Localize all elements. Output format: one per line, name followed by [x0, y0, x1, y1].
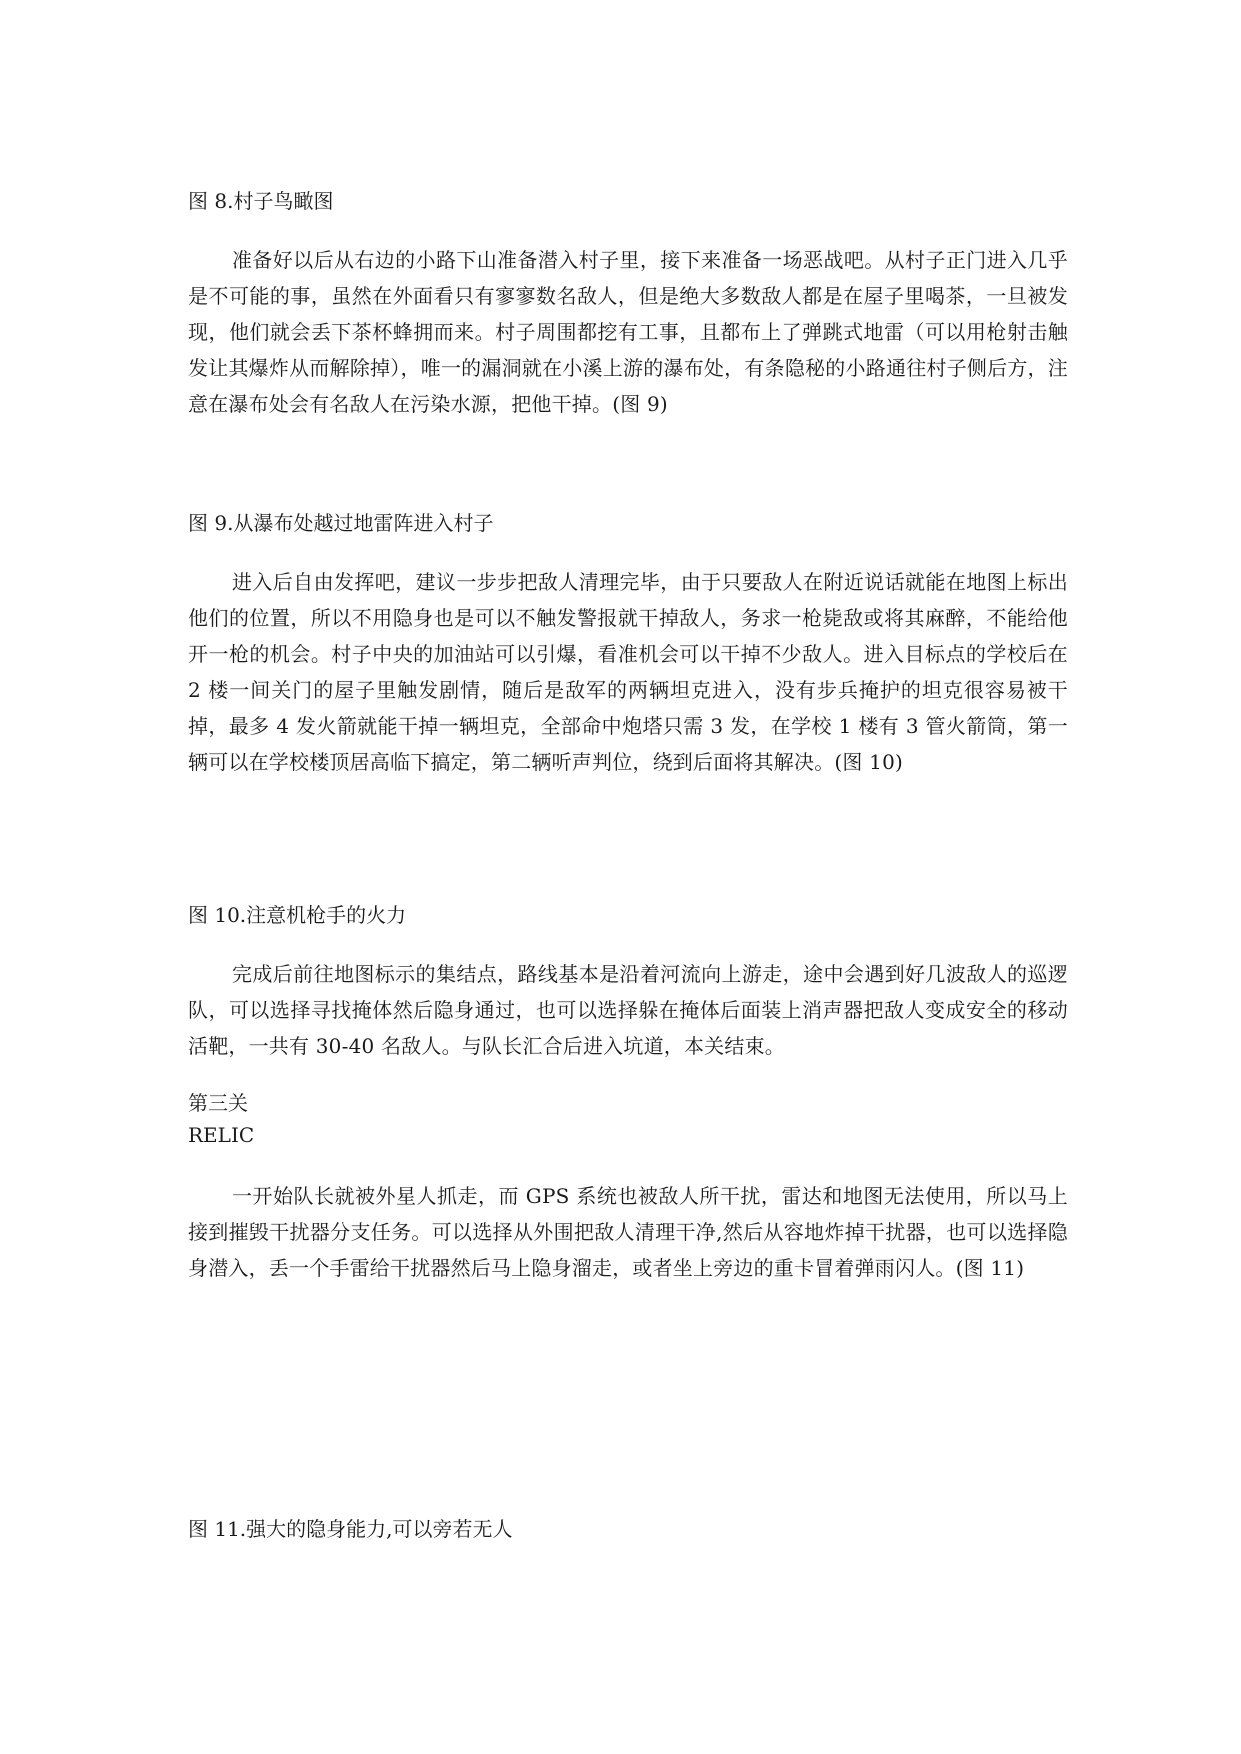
figure-caption-8: 图 8.村子鸟瞰图: [188, 189, 334, 213]
figure-caption-10: 图 10.注意机枪手的火力: [188, 903, 407, 927]
paragraph-village-combat: 进入后自由发挥吧，建议一步步把敌人清理完毕，由于只要敌人在附近说话就能在地图上标出他们的位置，所以不用隐身也是可以不触发警报就干掉敌人，务求一枪毙敌或将其麻醉，不能给他开一枪的机会。村子中央的加油站可以引爆，看准机会可以干掉不少敌人。进入目标点的学校后在 2 楼一间关门的屋子里触发剧情，随后是敌军的两辆坦克进入，没有步兵掩护的坦克很容易被干掉，最多 4 发火箭就能干掉一辆坦克，全部命中炮塔只需 3 发，在学校 1 楼有 3 管火箭筒，第一辆可以在学校楼顶居高临下搞定，第二辆听声判位，绕到后面将其解决。(图 10): [188, 570, 1068, 774]
paragraph-rendezvous: 完成后前往地图标示的集结点，路线基本是沿着河流向上游走，途中会遇到好几波敌人的巡逻队，可以选择寻找掩体然后隐身通过，也可以选择躲在掩体后面装上消声器把敌人变成安全的移动活靶，一共有 30-40 名敌人。与队长汇合后进入坑道，本关结束。: [188, 962, 1068, 1058]
paragraph-village-approach: 准备好以后从右边的小路下山准备潜入村子里，接下来准备一场恶战吧。从村子正门进入几乎是不可能的事，虽然在外面看只有寥寥数名敌人，但是绝大多数敌人都是在屋子里喝茶，一旦被发现，他们就会丢下茶杯蜂拥而来。村子周围都挖有工事，且都布上了弹跳式地雷（可以用枪射击触发让其爆炸从而解除掉），唯一的漏洞就在小溪上游的瀑布处，有条隐秘的小路通往村子侧后方，注意在瀑布处会有名敌人在污染水源，把他干掉。(图 9): [188, 248, 1068, 416]
paragraph-jammer-mission: 一开始队长就被外星人抓走，而 GPS 系统也被敌人所干扰，雷达和地图无法使用，所以马上接到摧毁干扰器分支任务。可以选择从外围把敌人清理干净,然后从容地炸掉干扰器，也可以选择隐身潜入，丢一个手雷给干扰器然后马上隐身溜走，或者坐上旁边的重卡冒着弹雨闪人。(图 11): [188, 1184, 1068, 1280]
section-title: 第三关: [188, 1091, 248, 1115]
figure-caption-11: 图 11.强大的隐身能力,可以旁若无人: [188, 1517, 513, 1541]
figure-caption-9: 图 9.从瀑布处越过地雷阵进入村子: [188, 511, 494, 535]
section-subtitle: RELIC: [188, 1123, 255, 1147]
